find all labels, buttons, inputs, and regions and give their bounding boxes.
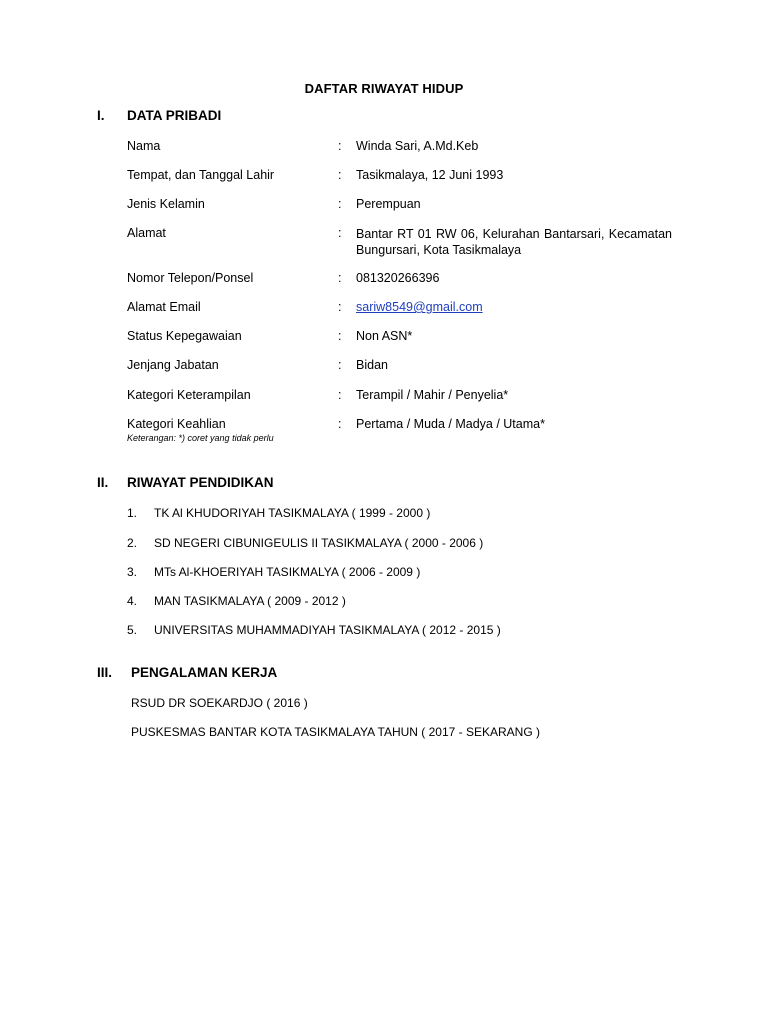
field-separator: : (338, 271, 342, 285)
field-separator: : (338, 329, 342, 343)
field-label-address: Alamat (127, 226, 166, 240)
work-item: RSUD DR SOEKARDJO ( 2016 ) (131, 696, 308, 710)
field-value-position: Bidan (356, 358, 388, 372)
list-item: MAN TASIKMALAYA ( 2009 - 2012 ) (154, 594, 346, 608)
field-separator: : (338, 388, 342, 402)
section-title-work: PENGALAMAN KERJA (131, 665, 278, 680)
field-separator: : (338, 358, 342, 372)
field-value-employment-status: Non ASN* (356, 329, 413, 343)
field-value-email-wrap (356, 300, 672, 314)
field-separator: : (338, 168, 342, 182)
section-title-education: RIWAYAT PENDIDIKAN (127, 475, 274, 490)
field-value-skill-category: Terampil / Mahir / Penyelia* (356, 388, 509, 402)
list-item-number: 2. (127, 536, 138, 550)
list-item-number: 5. (127, 623, 138, 637)
work-item: PUSKESMAS BANTAR KOTA TASIKMALAYA TAHUN ( 2017 - SEKARANG ) (131, 725, 541, 739)
section-number-work: III. (97, 665, 113, 680)
field-separator: : (338, 300, 342, 314)
list-item-number: 4. (127, 594, 138, 608)
list-item: MTs Al-KHOERIYAH TASIKMALYA ( 2006 - 2009 ) (154, 565, 421, 579)
field-separator: : (338, 139, 342, 153)
field-value-expertise-category: Pertama / Muda / Madya / Utama* (356, 417, 545, 431)
list-item: SD NEGERI CIBUNIGEULIS II TASIKMALAYA ( 2000 - 2006 ) (154, 536, 484, 550)
section-title-personal: DATA PRIBADI (127, 108, 222, 123)
list-item-number: 3. (127, 565, 138, 579)
field-value-phone: 081320266396 (356, 271, 440, 285)
field-label-skill-category: Kategori Keterampilan (127, 388, 251, 402)
field-label-phone: Nomor Telepon/Ponsel (127, 271, 254, 285)
field-label-name: Nama (127, 139, 161, 153)
field-label-employment-status: Status Kepegawaian (127, 329, 242, 343)
footnote: Keterangan: *) coret yang tidak perlu (127, 433, 274, 443)
field-separator: : (338, 197, 342, 211)
section-number-personal: I. (97, 108, 105, 123)
list-item: UNIVERSITAS MUHAMMADIYAH TASIKMALAYA ( 2012 - 2015 ) (154, 623, 501, 637)
field-label-email: Alamat Email (127, 300, 201, 314)
field-label-birth: Tempat, dan Tanggal Lahir (127, 168, 275, 182)
field-value-birth: Tasikmalaya, 12 Juni 1993 (356, 168, 504, 182)
field-value-name: Winda Sari, A.Md.Keb (356, 139, 479, 153)
field-label-position: Jenjang Jabatan (127, 358, 219, 372)
section-number-education: II. (97, 475, 109, 490)
page-title: DAFTAR RIWAYAT HIDUP (304, 81, 464, 96)
field-separator: : (338, 226, 342, 240)
field-label-gender: Jenis Kelamin (127, 197, 205, 211)
field-separator: : (338, 417, 342, 431)
field-value-address: Bantar RT 01 RW 06, Kelurahan Bantarsari, Kecamatan Bungursari, Kota Tasikmalaya (356, 227, 672, 257)
list-item-number: 1. (127, 506, 138, 520)
field-label-expertise-category: Kategori Keahlian (127, 417, 226, 431)
field-value-gender: Perempuan (356, 197, 421, 211)
list-item: TK Al KHUDORIYAH TASIKMALAYA ( 1999 - 2000 ) (154, 506, 431, 520)
email-link[interactable]: sariw8549@gmail.com (356, 300, 483, 314)
